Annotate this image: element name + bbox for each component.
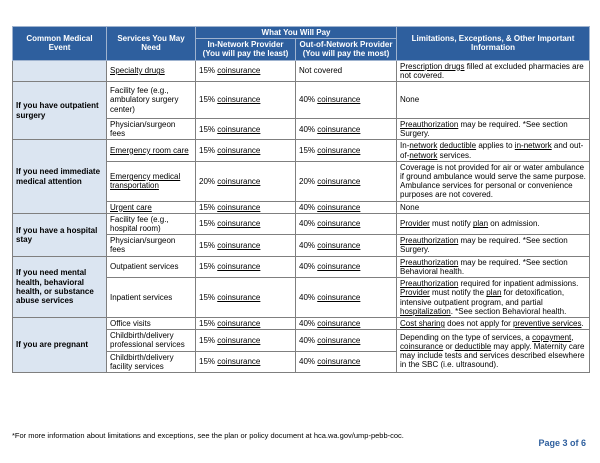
link[interactable]: network bbox=[409, 150, 438, 160]
link[interactable]: Prescription drugs bbox=[400, 61, 465, 71]
out-network-cell: 40% coinsurance bbox=[296, 351, 397, 372]
table-row bbox=[13, 213, 590, 234]
out-network-cell: 40% coinsurance bbox=[296, 201, 397, 213]
service-cell: Facility fee (e.g., hospital room) bbox=[107, 213, 196, 234]
link[interactable]: Provider bbox=[400, 219, 430, 229]
link[interactable]: coinsurance bbox=[217, 66, 261, 76]
in-network-cell: 15% coinsurance bbox=[196, 351, 296, 372]
out-network-cell: 40% coinsurance bbox=[296, 235, 397, 256]
link[interactable]: coinsurance bbox=[317, 357, 361, 367]
out-network-cell: 40% coinsurance bbox=[296, 81, 397, 118]
service-cell: Childbirth/delivery facility services bbox=[107, 351, 196, 372]
header-limitations: Limitations, Exceptions, & Other Important Information bbox=[397, 27, 590, 61]
link[interactable]: network bbox=[409, 141, 438, 151]
service-cell bbox=[107, 161, 196, 201]
limitations-cell: Preauthorization required for inpatient admissions. Provider must notify the plan for detoxification, intensive outpatient program, and partial hospitalization. *See section Behavioral health. bbox=[397, 278, 590, 318]
event-cell-continued bbox=[13, 60, 107, 81]
link[interactable]: coinsurance bbox=[317, 240, 361, 250]
service-cell: Inpatient services bbox=[107, 278, 196, 318]
service-cell: Office visits bbox=[107, 318, 196, 330]
link[interactable]: coinsurance bbox=[217, 145, 261, 155]
link[interactable]: Urgent care bbox=[110, 202, 152, 212]
link[interactable]: coinsurance bbox=[317, 124, 361, 134]
link[interactable]: Provider bbox=[400, 288, 430, 298]
link[interactable]: Preauthorization bbox=[400, 279, 459, 289]
limitations-cell: Preauthorization may be required. *See section Surgery. bbox=[397, 235, 590, 256]
service-cell bbox=[107, 140, 196, 161]
table-row bbox=[13, 140, 590, 161]
out-network-cell: 40% coinsurance bbox=[296, 278, 397, 318]
link[interactable]: coinsurance bbox=[317, 335, 361, 345]
link[interactable]: preventive services bbox=[512, 319, 582, 328]
limitations-cell: Preauthorization may be required. *See section Behavioral health. bbox=[397, 256, 590, 277]
link[interactable]: plan bbox=[486, 288, 502, 298]
link[interactable]: coinsurance bbox=[317, 262, 361, 272]
header-services: Services You May Need bbox=[107, 27, 196, 61]
page-number: Page 3 of 6 bbox=[538, 438, 586, 448]
link[interactable]: Preauthorization bbox=[400, 257, 459, 267]
link[interactable]: coinsurance bbox=[217, 262, 261, 272]
in-network-cell: 15% coinsurance bbox=[196, 235, 296, 256]
event-cell: If you need immediate medical attention bbox=[13, 140, 107, 214]
in-network-cell: 20% coinsurance bbox=[196, 161, 296, 201]
link[interactable]: Emergency medical transportation bbox=[110, 172, 181, 191]
service-cell bbox=[107, 201, 196, 213]
link[interactable]: coinsurance bbox=[217, 95, 261, 105]
coverage-table bbox=[12, 26, 590, 373]
limitations-cell: Cost sharing does not apply for preventive services. bbox=[397, 318, 590, 330]
link[interactable]: Preauthorization bbox=[400, 119, 459, 129]
out-network-cell: Not covered bbox=[296, 60, 397, 81]
link[interactable]: coinsurance bbox=[217, 219, 261, 229]
in-network-cell: 15% coinsurance bbox=[196, 278, 296, 318]
link[interactable]: coinsurance bbox=[400, 341, 444, 351]
table-row bbox=[13, 81, 590, 118]
header-event: Common Medical Event bbox=[13, 27, 107, 61]
in-network-cell: 15% coinsurance bbox=[196, 60, 296, 81]
link[interactable]: hospitalization bbox=[400, 306, 451, 316]
event-cell: If you are pregnant bbox=[13, 318, 107, 373]
event-cell: If you have outpatient surgery bbox=[13, 81, 107, 139]
event-cell: If you have a hospital stay bbox=[13, 213, 107, 256]
out-network-cell: 20% coinsurance bbox=[296, 161, 397, 201]
link[interactable]: Preauthorization bbox=[400, 236, 459, 246]
out-network-cell: 40% coinsurance bbox=[296, 118, 397, 139]
link[interactable]: coinsurance bbox=[217, 357, 261, 367]
link[interactable]: coinsurance bbox=[217, 202, 261, 212]
link[interactable]: deductible bbox=[454, 341, 492, 351]
table-row bbox=[13, 256, 590, 277]
footnote: *For more information about limitations and exceptions, see the plan or policy document at hca.wa.gov/ump-pebb-coc. bbox=[12, 431, 404, 440]
service-cell: Facility fee (e.g., ambulatory surgery center) bbox=[107, 81, 196, 118]
link[interactable]: Emergency room care bbox=[110, 145, 189, 155]
out-network-cell: 40% coinsurance bbox=[296, 330, 397, 351]
in-network-cell: 15% coinsurance bbox=[196, 81, 296, 118]
link[interactable]: deductible bbox=[439, 141, 477, 151]
in-network-cell: 15% coinsurance bbox=[196, 330, 296, 351]
link[interactable]: coinsurance bbox=[217, 335, 261, 345]
service-cell bbox=[107, 60, 196, 81]
table-row bbox=[13, 318, 590, 330]
in-network-cell: 15% coinsurance bbox=[196, 256, 296, 277]
limitations-cell: Coverage is not provided for air or water ambulance if ground ambulance would serve the same purpose. Ambulance services for personal or convenience purposes are not covered. bbox=[397, 161, 590, 201]
header-pay: What You Will Pay bbox=[196, 27, 397, 39]
in-network-cell: 15% coinsurance bbox=[196, 140, 296, 161]
out-network-cell: 15% coinsurance bbox=[296, 140, 397, 161]
limitations-cell: In-network deductible applies to in-network and out-of-network services. bbox=[397, 140, 590, 161]
link[interactable]: coinsurance bbox=[317, 95, 361, 105]
link[interactable]: coinsurance bbox=[317, 202, 361, 212]
link[interactable]: coinsurance bbox=[317, 319, 361, 328]
service-cell: Physician/surgeon fees bbox=[107, 235, 196, 256]
limitations-cell: None bbox=[397, 81, 590, 118]
in-network-cell: 15% coinsurance bbox=[196, 213, 296, 234]
event-cell: If you need mental health, behavioral health, or substance abuse services bbox=[13, 256, 107, 317]
table-row bbox=[13, 60, 590, 81]
in-network-cell: 15% coinsurance bbox=[196, 318, 296, 330]
header-out-network: Out-of-Network Provider (You will pay the most) bbox=[296, 39, 397, 60]
limitations-cell: Preauthorization may be required. *See section Surgery. bbox=[397, 118, 590, 139]
service-cell: Physician/surgeon fees bbox=[107, 118, 196, 139]
link[interactable]: coinsurance bbox=[217, 319, 261, 328]
limitations-cell: None bbox=[397, 201, 590, 213]
header-in-network: In-Network Provider (You will pay the least) bbox=[196, 39, 296, 60]
link[interactable]: Specialty drugs bbox=[110, 66, 165, 76]
link[interactable]: in-network bbox=[514, 141, 552, 151]
link[interactable]: Cost sharing bbox=[400, 319, 445, 328]
service-cell: Childbirth/delivery professional services bbox=[107, 330, 196, 351]
link[interactable]: coinsurance bbox=[217, 176, 261, 186]
link[interactable]: coinsurance bbox=[217, 240, 261, 250]
link[interactable]: coinsurance bbox=[217, 124, 261, 134]
out-network-cell: 40% coinsurance bbox=[296, 256, 397, 277]
limitations-cell: Prescription drugs filled at excluded pharmacies are not covered. bbox=[397, 60, 590, 81]
limitations-cell: Provider must notify plan on admission. bbox=[397, 213, 590, 234]
link[interactable]: copayment bbox=[532, 332, 572, 342]
link[interactable]: coinsurance bbox=[217, 292, 261, 302]
link[interactable]: coinsurance bbox=[317, 145, 361, 155]
link[interactable]: plan bbox=[472, 219, 489, 229]
link[interactable]: coinsurance bbox=[317, 176, 361, 186]
service-cell: Outpatient services bbox=[107, 256, 196, 277]
out-network-cell: 40% coinsurance bbox=[296, 213, 397, 234]
link[interactable]: coinsurance bbox=[317, 292, 361, 302]
limitations-cell: Depending on the type of services, a copayment, coinsurance or deductible may apply. Maternity care may include tests and services described elsewhere in the SBC (i.e. ultrasound). bbox=[397, 330, 590, 373]
out-network-cell: 40% coinsurance bbox=[296, 318, 397, 330]
in-network-cell: 15% coinsurance bbox=[196, 201, 296, 213]
link[interactable]: coinsurance bbox=[317, 219, 361, 229]
in-network-cell: 15% coinsurance bbox=[196, 118, 296, 139]
